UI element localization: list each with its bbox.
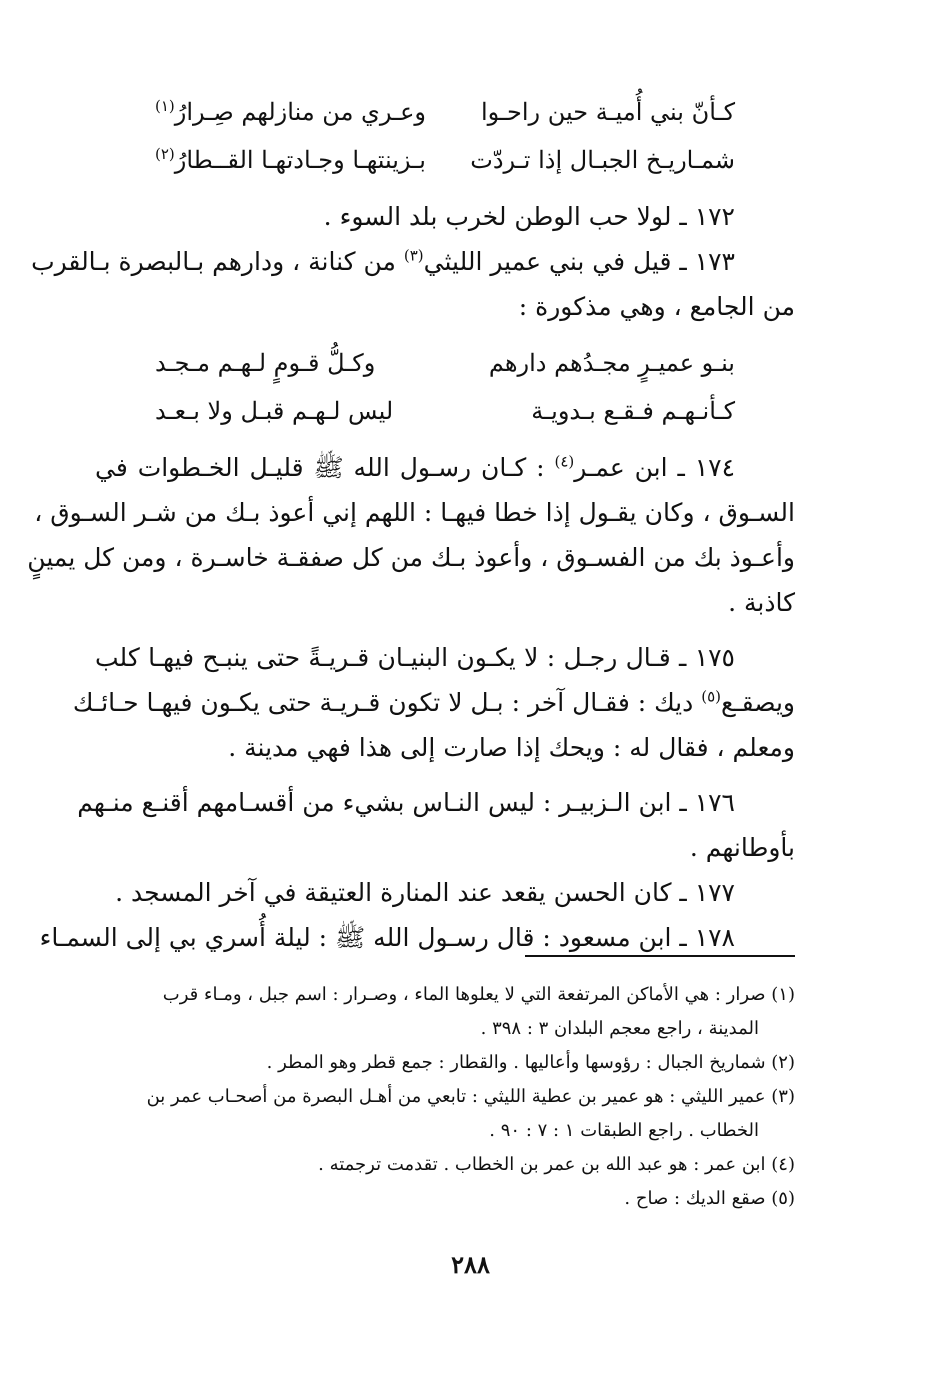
footnote-3: (٣) عمير الليثي : هو عمير بن عطية الليثي : تابعي من أهـل البصرة من أصحـاب عمر بن <box>146 1086 795 1107</box>
footnote-5: (٥) صقع الديك : صاح . <box>624 1188 795 1209</box>
entry-176-line: بأوطانهم . <box>689 833 795 862</box>
footnote-marker: (٥) <box>701 687 721 706</box>
verse-second-hemistich <box>155 136 426 184</box>
entry-174-line: وأعـوذ بك من الفسـوق ، وأعوذ بـك من كل صفقـة خاسـرة ، ومن كل يمينٍ <box>27 543 795 572</box>
entry-175-line: ١٧٥ ـ قـال رجـل : لا يكـون البنيـان قـريـةً حتى ينبـح فيهـا كلب <box>95 643 735 672</box>
entry-175-line: ومعلم ، فقال له : ويحك إذا صارت إلى هذا فهي مدينة . <box>228 733 795 762</box>
entry-172: ١٧٢ ـ لولا حب الوطن لخرب بلد السوء . <box>323 202 735 231</box>
entry-text: : كـان رسـول الله ﷺ قليـل الخـطوات في <box>95 453 555 482</box>
verse-text: وعـري من منازلهم صِـرارُ <box>174 98 427 126</box>
verse-first-hemistich: كـأنـهـم فـقـع بـدويـة <box>531 397 735 425</box>
footnote-3-continuation: الخطاب . راجع الطبقات ١ : ٧ : ٩٠ . <box>489 1120 759 1141</box>
verse-second-hemistich: وكـلُّ قـومٍ لـهـم مـجـد <box>155 349 376 377</box>
footnote-2: (٢) شماريخ الجبال : رؤوسها وأعاليها . والقطار : جمع قطر وهو المطر . <box>266 1052 795 1073</box>
verse-line <box>95 136 795 184</box>
footnote-marker: (٣) <box>403 246 424 265</box>
verse-second-hemistich <box>155 88 426 136</box>
entry-text: ويصقـع <box>721 688 795 717</box>
footnote-1-continuation: المدينة ، راجع معجم البلدان ٣ : ٣٩٨ . <box>480 1018 759 1039</box>
entry-text: ١٧٤ ـ ابن عمـر <box>574 453 736 482</box>
entry-173-line <box>31 239 795 284</box>
footnote-marker: (١) <box>155 97 175 115</box>
verse-line <box>95 88 795 136</box>
footnote-marker: (٢) <box>155 145 175 163</box>
entry-176-line: ١٧٦ ـ ابن الـزبيـر : ليس النـاس بشيء من أقسـامهم أقنـع منـهم <box>77 788 735 817</box>
entry-173-line: من الجامع ، وهي مذكورة : <box>518 292 795 321</box>
entry-174-line: كاذبة . <box>728 588 795 617</box>
page-number: ٢٨٨ <box>451 1250 490 1279</box>
verse-text: بـزينتهـا وجـادتهـا القــطارُ <box>174 146 426 174</box>
entry-text: ١٧٣ ـ قيل في بني عمير الليثي <box>423 247 735 276</box>
entry-text: من كنانة ، ودارهم بـالبصرة بـالقرب <box>31 247 404 276</box>
verse-second-hemistich: ليس لـهـم قبـل ولا بـعـد <box>155 397 394 425</box>
entry-175-line <box>72 680 795 725</box>
verse-first-hemistich: بنـو عميـرٍ مجـدُهم دارهم <box>488 349 735 377</box>
entry-178: ١٧٨ ـ ابن مسعود : قال رسـول الله ﷺ : ليلة أُسري بي إلى السمـاء <box>39 923 735 952</box>
main-text <box>27 88 795 960</box>
entry-177: ١٧٧ ـ كان الحسن يقعد عند المنارة العتيقة في آخر المسجد . <box>115 878 735 907</box>
verse-line <box>95 339 795 387</box>
entry-174-line: السـوق ، وكان يقـول إذا خطا فيهـا : اللهم إني أعوذ بـك من شـر السـوق ، <box>34 498 795 527</box>
footnotes <box>95 978 795 1216</box>
verse-first-hemistich: كـأنّ بني أُميـة حين راحـوا <box>480 98 735 126</box>
entry-text: ديك : فقـال آخر : بـل لا تكون قـريـة حتى يكـون فيهـا حـائـك <box>72 688 702 717</box>
entry-174-line <box>95 445 795 490</box>
verse-line <box>95 387 795 435</box>
footnote-separator <box>525 955 795 957</box>
footnote-marker: (٤) <box>554 452 575 471</box>
footnote-4: (٤) ابن عمر : هو عبد الله بن عمر بن الخطاب . تقدمت ترجمته . <box>318 1154 795 1175</box>
verse-first-hemistich: شمـاريـخ الجبـال إذا تـردّت <box>470 146 735 174</box>
footnote-1: (١) صرار : هي الأماكن المرتفعة التي لا يعلوها الماء ، وصـرار : اسم جبل ، ومـاء قرب <box>162 984 795 1005</box>
